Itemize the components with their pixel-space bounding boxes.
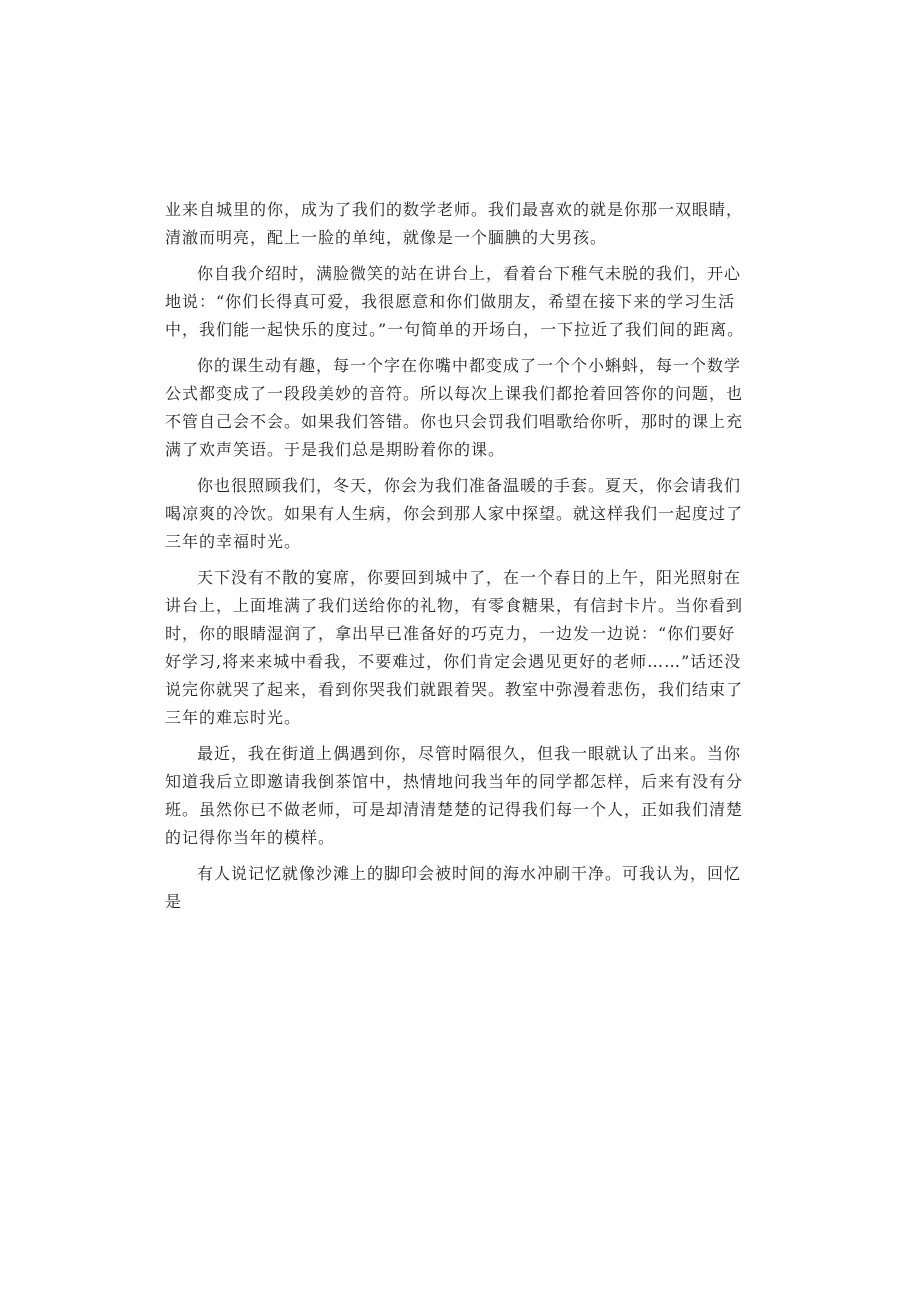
paragraph-1: 业来自城里的你，成为了我们的数学老师。我们最喜欢的就是你那一双眼睛，清澈而明亮，配上一脸的单纯，就像是一个腼腆的大男孩。 bbox=[165, 200, 744, 247]
paragraph-7: 有人说记忆就像沙滩上的脚印会被时间的海水冲刷干净。可我认为，回忆是 bbox=[165, 864, 742, 911]
paragraph-6: 最近，我在街道上偶遇到你，尽管时隔很久，但我一眼就认了出来。当你知道我后立即邀请我倒茶馆中，热情地问我当年的同学都怎样，后来有没有分班。虽然你已不做老师，可是却清清楚楚的记得我们每一个人，正如我们清楚的记得你当年的模样。 bbox=[165, 744, 744, 847]
document-body bbox=[165, 196, 752, 924]
paragraph-2: 你自我介绍时，满脸微笑的站在讲台上，看着台下稚气未脱的我们，开心地说：“你们长得真可爱，我很愿意和你们做朋友，希望在接下来的学习生活中，我们能一起快乐的度过。”一句简单的开场白，一下拉近了我们间的距离。 bbox=[165, 264, 745, 339]
paragraph-5: 天下没有不散的宴席，你要回到城中了，在一个春日的上午，阳光照射在讲台上，上面堆满了我们送给你的礼物，有零食糖果，有信封卡片。当你看到时，你的眼睛湿润了，拿出早已准备好的巧克力，一边发一边说：“你们要好好学习,将来来城中看我，不要难过，你们肯定会遇见更好的老师……”话还没说完你就哭了起来，看到你哭我们就跟着哭。教室中弥漫着悲伤，我们结束了三年的难忘时光。 bbox=[165, 568, 744, 727]
paragraph-4: 你也很照顾我们，冬天，你会为我们准备温暖的手套。夏天，你会请我们喝凉爽的冷饮。如果有人生病，你会到那人家中探望。就这样我们一起度过了三年的幸福时光。 bbox=[165, 476, 744, 551]
paragraph-3: 你的课生动有趣，每一个字在你嘴中都变成了一个个小蝌蚪，每一个数学公式都变成了一段段美妙的音符。所以每次上课我们都抢着回答你的问题，也不管自己会不会。如果我们答错。你也只会罚我们唱歌给你听，那时的课上充满了欢声笑语。于是我们总是期盼着你的课。 bbox=[165, 356, 744, 459]
